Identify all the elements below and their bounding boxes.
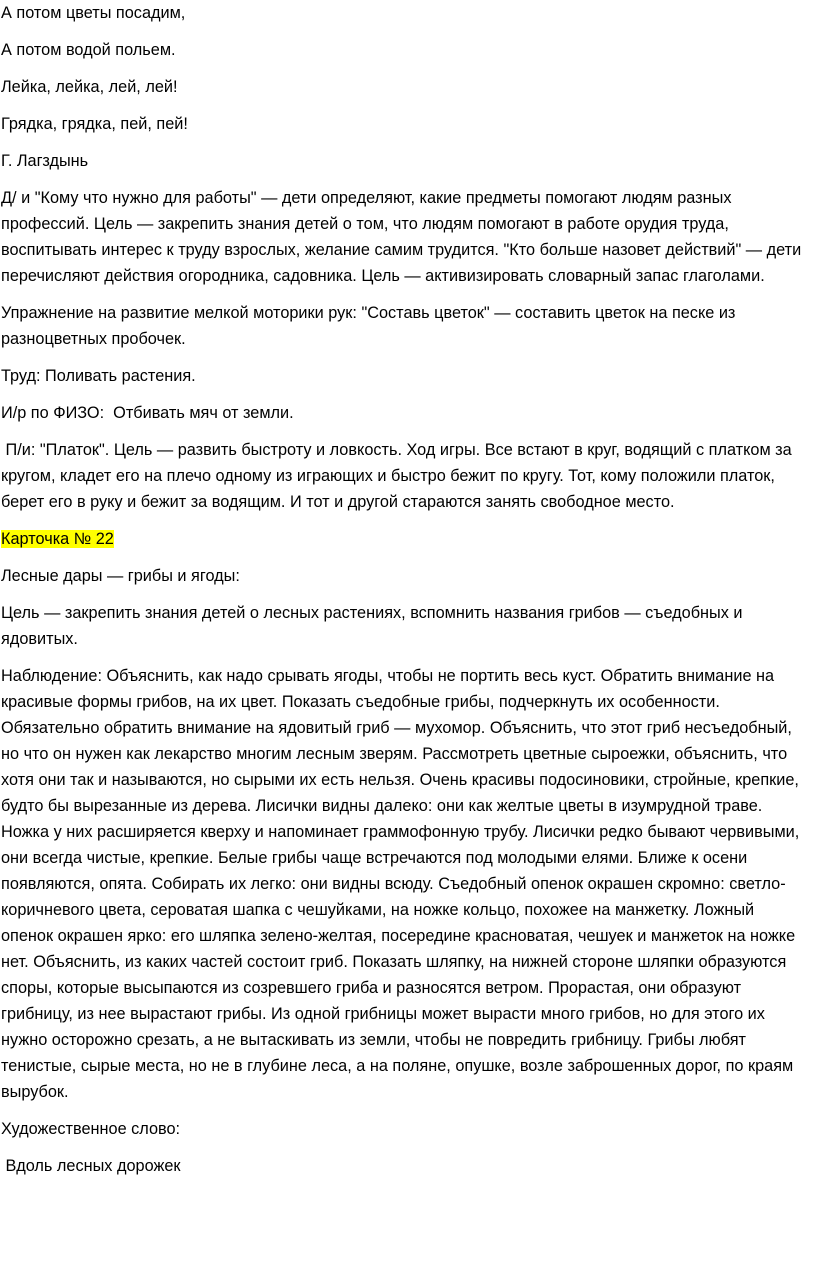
card-heading — [1, 526, 806, 552]
labor-paragraph: Труд: Поливать растения. — [1, 367, 196, 385]
poem-start-line: Вдоль лесных дорожек — [1, 1157, 181, 1175]
poem-line-1: А потом цветы посадим, — [1, 4, 186, 22]
motor-skills-exercise-paragraph: Упражнение на развитие мелкой моторики рук: "Составь цветок" — составить цветок на песке из разноцветных пробочек. — [1, 304, 740, 348]
individual-work-paragraph: И/р по ФИЗО: Отбивать мяч от земли. — [1, 404, 294, 422]
poem-author: Г. Лагздынь — [1, 152, 89, 170]
artistic-word-heading: Художественное слово: — [1, 1120, 181, 1138]
goal-paragraph: Цель — закрепить знания детей о лесных растениях, вспомнить названия грибов — съедобных и ядовитых. — [1, 604, 748, 648]
outdoor-game-paragraph: П/и: "Платок". Цель — развить быстроту и ловкость. Ход игры. Все встают в круг, водящий с платком за кругом, кладет его на плечо одному из играющих и быстро бежит по кругу. Тот, кому положили платок, берет его в руку и бежит за водящим. И тот и другой стараются занять свободное место. — [1, 441, 797, 511]
topic-title: Лесные дары — грибы и ягоды: — [1, 567, 240, 585]
poem-line-4: Грядка, грядка, пей, пей! — [1, 115, 188, 133]
observation-paragraph: Наблюдение: Объяснить, как надо срывать ягоды, чтобы не портить весь куст. Обратить внимание на красивые формы грибов, на их цвет. Показать съедобные грибы, подчеркнуть их особенности. Обязательно обратить внимание на ядовитый гриб — мухомор. Объяснить, что этот гриб несъедобный, но что он нужен как лекарство многим лесным зверям. Рассмотреть цветные сыроежки, объяснить, что хотя они так и называются, но сырыми их есть нельзя. Очень красивы подосиновики, стройные, крепкие, будто бы вырезанные из дерева. Лисички видны далеко: они как желтые цветы в изумрудной траве. Ножка у них расширяется кверху и напоминает граммофонную трубу. Лисички редко бывают червивыми, они всегда чистые, крепкие. Белые грибы чаще встречаются под молодыми елями. Ближе к осени появляются, опята. Собирать их легко: они видны всюду. Съедобный опенок окрашен скромно: светло-коричневого цвета, сероватая шапка с чешуйками, на ножке кольцо, похожее на манжетку. Ложный опенок окрашен ярко: его шляпка зелено-желтая, посередине красноватая, чешуек и манжеток на ножке нет. Объяснить, из каких частей состоит гриб. Показать шляпку, на нижней стороне шляпки образуются споры, которые высыпаются из созревшего гриба и разносятся ветром. Прорастая, они образуют грибницу, из нее вырастают грибы. Из одной грибницы может вырасти много грибов, но для этого их нужно осторожно срезать, а не вытаскивать из земли, чтобы не повредить грибницу. Грибы любят тенистые, сырые места, но не в глубине леса, а на поляне, опушке, возле заброшенных дорог, по краям вырубок. — [1, 667, 804, 1101]
didactic-game-paragraph: Д/ и "Кому что нужно для работы" — дети определяют, какие предметы помогают людям разных профессий. Цель — закрепить знания детей о том, что людям помогают в работе орудия труда, воспитывать интерес к труду взрослых, желание самим трудится. "Кто больше назовет действий" — дети перечисляют действия огородника, садовника. Цель — активизировать словарный запас глаголами. — [1, 189, 806, 285]
card-number-highlight: Карточка № 22 — [1, 530, 114, 548]
poem-line-3: Лейка, лейка, лей, лей! — [1, 78, 178, 96]
poem-line-2: А потом водой польем. — [1, 41, 176, 59]
